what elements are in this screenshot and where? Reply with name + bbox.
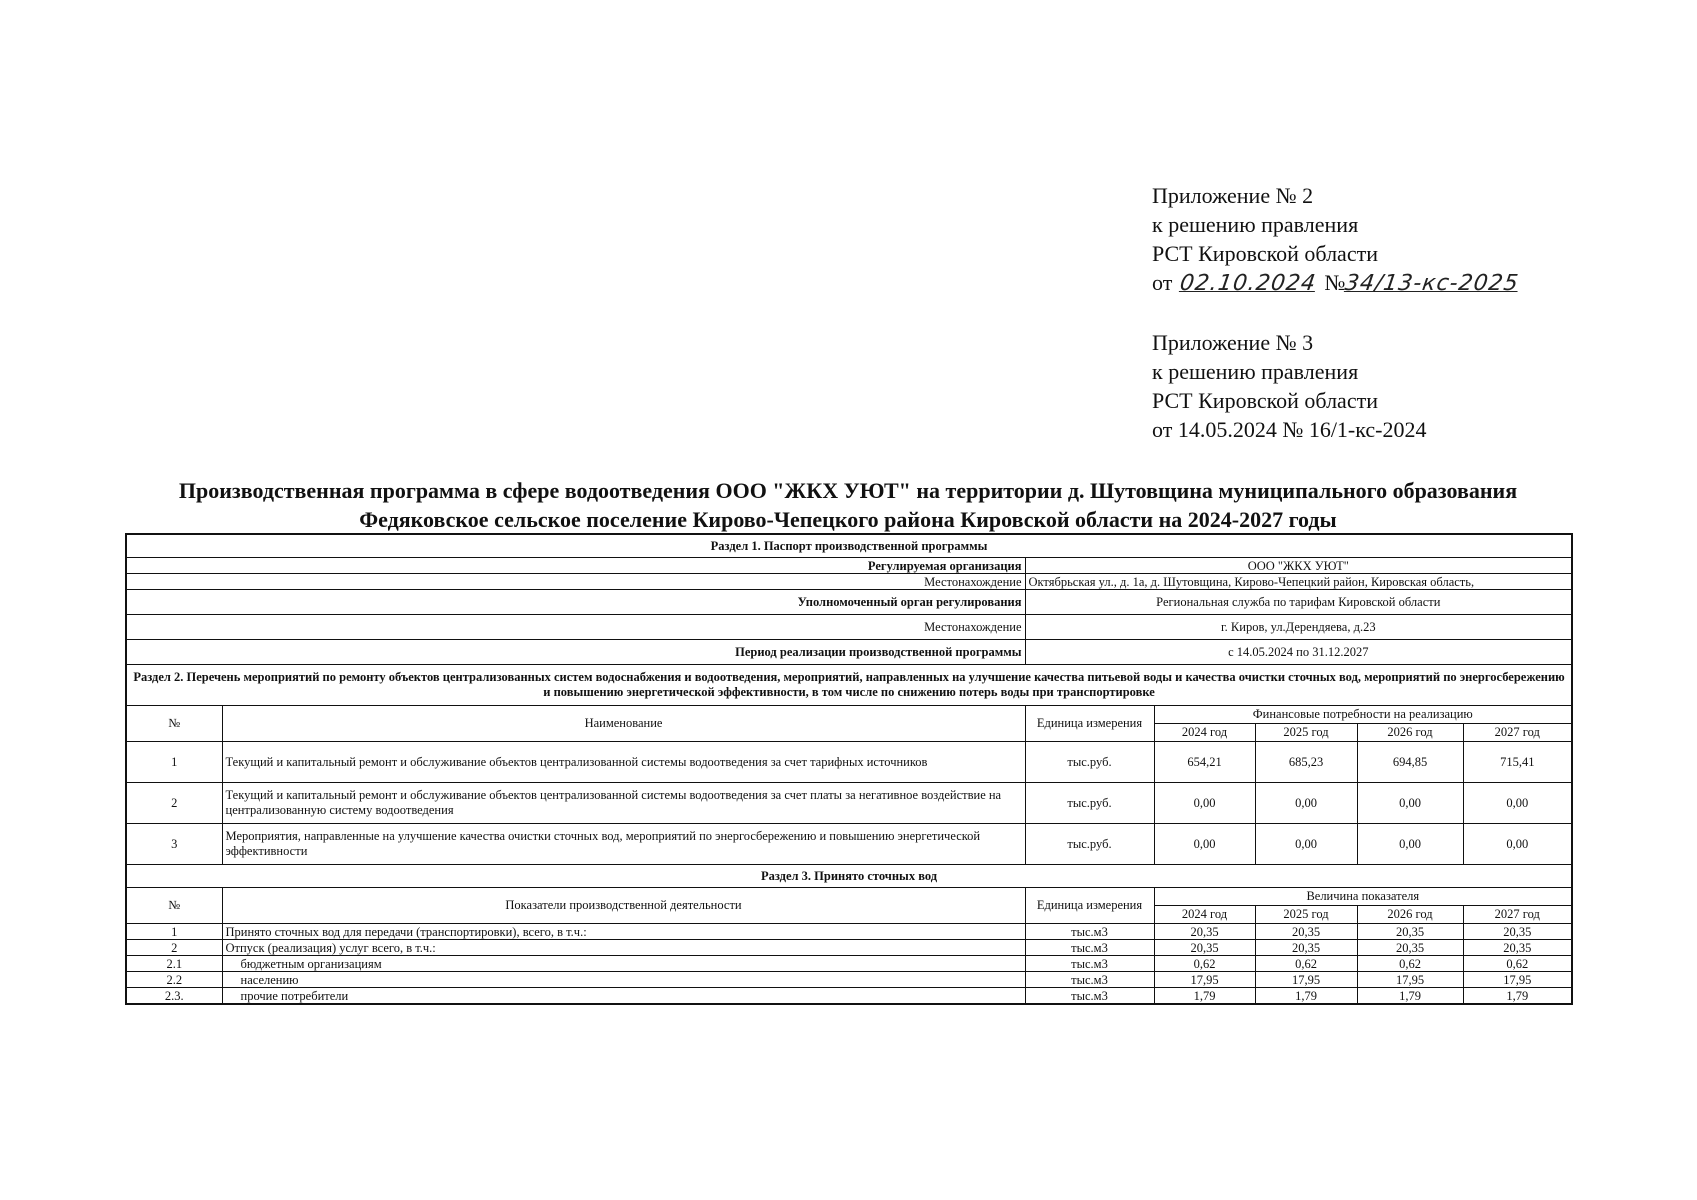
appendix-2-authority: РСТ Кировской области <box>1152 241 1378 266</box>
row-no: 1 <box>126 742 222 783</box>
row-value: 20,35 <box>1357 924 1463 940</box>
row-value: 0,00 <box>1255 783 1357 824</box>
row-unit: тыс.руб. <box>1025 783 1154 824</box>
col-group: Величина показателя <box>1154 888 1572 906</box>
table-row <box>126 924 1572 940</box>
table-row <box>126 824 1572 865</box>
row-no: 2 <box>126 783 222 824</box>
passport-row <box>126 590 1572 615</box>
col-no: № <box>126 888 222 924</box>
section-1-header-row <box>126 534 1572 558</box>
row-value: 0,00 <box>1154 824 1255 865</box>
row-value: 0,62 <box>1255 956 1357 972</box>
number-prefix: № <box>1324 270 1346 295</box>
handwritten-date: 02.10.2024 <box>1178 271 1319 296</box>
row-unit: тыс.руб. <box>1025 742 1154 783</box>
row-name: прочие потребители <box>222 988 1025 1005</box>
handwritten-number: 34/13-кс-2025 <box>1343 271 1521 296</box>
org-label: Регулируемая организация <box>126 558 1025 574</box>
col-name: Показатели производственной деятельности <box>222 888 1025 924</box>
row-value: 0,00 <box>1357 783 1463 824</box>
row-name: бюджетным организациям <box>222 956 1025 972</box>
year-header: 2027 год <box>1463 906 1572 924</box>
appendix-3-header <box>1152 328 1622 444</box>
row-no: 3 <box>126 824 222 865</box>
row-name: Текущий и капитальный ремонт и обслуживание объектов централизованной системы водоотведения за счет платы за негативное воздействие на централизованную систему водоотведения <box>222 783 1025 824</box>
row-unit: тыс.м3 <box>1025 956 1154 972</box>
row-value: 1,79 <box>1463 988 1572 1005</box>
passport-row <box>126 615 1572 640</box>
row-name: населению <box>222 972 1025 988</box>
row-value: 715,41 <box>1463 742 1572 783</box>
appendix-3-date-line: от 14.05.2024 № 16/1-кс-2024 <box>1152 417 1427 442</box>
regulator-location-value: г. Киров, ул.Дерендяева, д.23 <box>1025 615 1572 640</box>
row-value: 0,62 <box>1154 956 1255 972</box>
regulator-value: Региональная служба по тарифам Кировской области <box>1025 590 1572 615</box>
date-prefix: от <box>1152 270 1173 295</box>
row-value: 0,62 <box>1357 956 1463 972</box>
table-row <box>126 956 1572 972</box>
col-unit: Единица измерения <box>1025 888 1154 924</box>
row-value: 1,79 <box>1357 988 1463 1005</box>
row-value: 20,35 <box>1357 940 1463 956</box>
row-value: 0,00 <box>1255 824 1357 865</box>
row-no: 2.1 <box>126 956 222 972</box>
appendix-3-title: Приложение № 3 <box>1152 330 1314 355</box>
org-value: ООО "ЖКХ УЮТ" <box>1025 558 1572 574</box>
row-no: 2.3. <box>126 988 222 1005</box>
appendix-2-title: Приложение № 2 <box>1152 183 1314 208</box>
row-value: 20,35 <box>1463 924 1572 940</box>
section-2-column-header <box>126 706 1572 724</box>
row-value: 1,79 <box>1154 988 1255 1005</box>
regulator-label: Уполномоченный орган регулирования <box>126 590 1025 615</box>
section-2-header: Раздел 2. Перечень мероприятий по ремонту объектов централизованных систем водоснабжения и водоотведения, мероприятий, направленных на улучшение качества питьевой воды и качества очистки сточных вод, мероприятий по энергосбережению и повышению энергетической эффективности, в том числе по снижению потерь воды при транспортировке <box>126 665 1572 706</box>
col-group: Финансовые потребности на реализацию <box>1154 706 1572 724</box>
row-value: 20,35 <box>1255 940 1357 956</box>
passport-row <box>126 574 1572 590</box>
row-name: Отпуск (реализация) услуг всего, в т.ч.: <box>222 940 1025 956</box>
year-header: 2024 год <box>1154 906 1255 924</box>
row-value: 20,35 <box>1463 940 1572 956</box>
year-header: 2025 год <box>1255 906 1357 924</box>
row-no: 2 <box>126 940 222 956</box>
row-value: 0,00 <box>1357 824 1463 865</box>
row-value: 685,23 <box>1255 742 1357 783</box>
section-2-header-row <box>126 665 1572 706</box>
table-row <box>126 988 1572 1005</box>
row-value: 20,35 <box>1154 924 1255 940</box>
row-name: Принято сточных вод для передачи (транспортировки), всего, в т.ч.: <box>222 924 1025 940</box>
appendix-2-decision: к решению правления <box>1152 212 1359 237</box>
table-row <box>126 783 1572 824</box>
year-header: 2025 год <box>1255 724 1357 742</box>
col-name: Наименование <box>222 706 1025 742</box>
year-header: 2026 год <box>1357 906 1463 924</box>
row-value: 0,00 <box>1463 783 1572 824</box>
regulator-location-label: Местонахождение <box>126 615 1025 640</box>
row-value: 17,95 <box>1154 972 1255 988</box>
section-3-column-header <box>126 888 1572 906</box>
row-value: 17,95 <box>1463 972 1572 988</box>
org-location-label: Местонахождение <box>126 574 1025 590</box>
row-value: 17,95 <box>1357 972 1463 988</box>
row-value: 694,85 <box>1357 742 1463 783</box>
passport-row <box>126 640 1572 665</box>
table-row <box>126 742 1572 783</box>
section-3-header-row <box>126 865 1572 888</box>
production-program-table <box>125 533 1573 1005</box>
appendix-3-decision: к решению правления <box>1152 359 1359 384</box>
row-unit: тыс.м3 <box>1025 940 1154 956</box>
row-no: 1 <box>126 924 222 940</box>
row-value: 654,21 <box>1154 742 1255 783</box>
row-value: 20,35 <box>1154 940 1255 956</box>
row-value: 0,00 <box>1463 824 1572 865</box>
row-value: 20,35 <box>1255 924 1357 940</box>
row-unit: тыс.м3 <box>1025 972 1154 988</box>
table-row <box>126 940 1572 956</box>
row-value: 0,62 <box>1463 956 1572 972</box>
period-value: с 14.05.2024 по 31.12.2027 <box>1025 640 1572 665</box>
row-unit: тыс.м3 <box>1025 924 1154 940</box>
table-row <box>126 972 1572 988</box>
row-no: 2.2 <box>126 972 222 988</box>
row-name: Мероприятия, направленные на улучшение качества очистки сточных вод, мероприятий по энергосбережению и повышению энергетической эффективности <box>222 824 1025 865</box>
section-1-header: Раздел 1. Паспорт производственной программы <box>126 534 1572 558</box>
row-value: 0,00 <box>1154 783 1255 824</box>
year-header: 2026 год <box>1357 724 1463 742</box>
col-no: № <box>126 706 222 742</box>
org-location-value: Октябрьская ул., д. 1а, д. Шутовщина, Кирово-Чепецкий район, Кировская область, <box>1025 574 1572 590</box>
col-unit: Единица измерения <box>1025 706 1154 742</box>
period-label: Период реализации производственной программы <box>126 640 1025 665</box>
document-title: Производственная программа в сфере водоотведения ООО "ЖКХ УЮТ" на территории д. Шутовщина муниципального образования Федяковское сельское поселение Кирово-Чепецкого района Кировской области на 2024-2027 годы <box>178 478 1518 532</box>
appendix-3-authority: РСТ Кировской области <box>1152 388 1378 413</box>
row-unit: тыс.руб. <box>1025 824 1154 865</box>
appendix-2-header <box>1152 181 1622 298</box>
row-name: Текущий и капитальный ремонт и обслуживание объектов централизованной системы водоотведения за счет тарифных источников <box>222 742 1025 783</box>
row-value: 17,95 <box>1255 972 1357 988</box>
year-header: 2024 год <box>1154 724 1255 742</box>
appendix-2-date-line <box>1152 268 1622 298</box>
section-3-header: Раздел 3. Принято сточных вод <box>126 865 1572 888</box>
year-header: 2027 год <box>1463 724 1572 742</box>
passport-row <box>126 558 1572 574</box>
row-value: 1,79 <box>1255 988 1357 1005</box>
row-unit: тыс.м3 <box>1025 988 1154 1005</box>
